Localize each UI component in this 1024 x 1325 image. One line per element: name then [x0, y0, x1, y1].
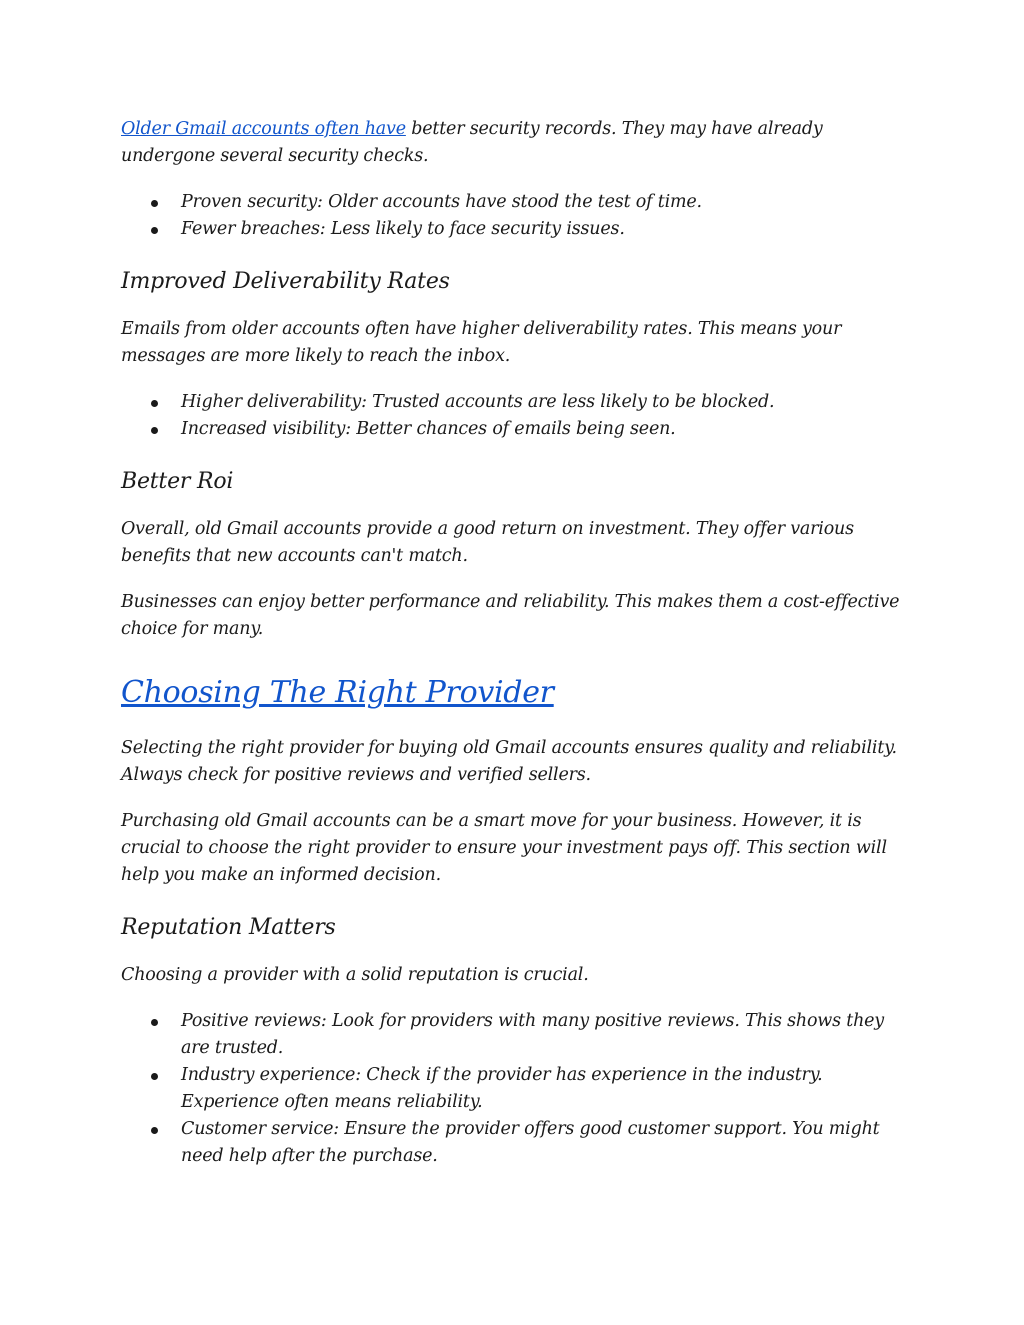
- roi-heading: Better Roi: [121, 469, 234, 494]
- list-item: Industry experience: Check if the provider has experience in the industry. Experience often means reliability.: [151, 1062, 911, 1116]
- bullet-icon: [151, 200, 158, 207]
- bullet-icon: [151, 1073, 158, 1080]
- deliverability-heading: Improved Deliverability Rates: [121, 269, 450, 294]
- reputation-paragraph: Choosing a provider with a solid reputation is crucial.: [121, 965, 589, 985]
- security-bullet-list: [151, 189, 911, 243]
- document-page: [121, 116, 911, 1170]
- deliverability-bullet-list: [151, 389, 911, 443]
- list-item: Higher deliverability: Trusted accounts are less likely to be blocked.: [151, 389, 911, 416]
- intro-paragraph: [121, 116, 911, 170]
- bullet-icon: [151, 1127, 158, 1134]
- provider-paragraph-2: Purchasing old Gmail accounts can be a smart move for your business. However, it is crucial to choose the right provider to ensure your investment pays off. This section will help you make an informed decision.: [121, 811, 887, 885]
- reputation-bullet-list: [151, 1008, 911, 1170]
- list-item: Customer service: Ensure the provider offers good customer support. You might need help after the purchase.: [151, 1116, 911, 1170]
- roi-paragraph-1: Overall, old Gmail accounts provide a good return on investment. They offer various benefits that new accounts can't match.: [121, 519, 854, 566]
- deliverability-paragraph: Emails from older accounts often have higher deliverability rates. This means your messages are more likely to reach the inbox.: [121, 319, 842, 366]
- provider-heading-link[interactable]: Choosing The Right Provider: [121, 675, 554, 710]
- bullet-icon: [151, 1019, 158, 1026]
- bullet-icon: [151, 400, 158, 407]
- list-item: Positive reviews: Look for providers with many positive reviews. This shows they are trusted.: [151, 1008, 911, 1062]
- list-item: Proven security: Older accounts have stood the test of time.: [151, 189, 911, 216]
- intro-text: better security records. They may have already undergone several security checks.: [121, 119, 823, 166]
- list-item: Fewer breaches: Less likely to face security issues.: [151, 216, 911, 243]
- roi-paragraph-2: Businesses can enjoy better performance and reliability. This makes them a cost-effective choice for many.: [121, 592, 900, 639]
- reputation-heading: Reputation Matters: [121, 915, 336, 940]
- bullet-icon: [151, 427, 158, 434]
- provider-heading: [121, 673, 911, 713]
- intro-link[interactable]: Older Gmail accounts often have: [121, 119, 406, 139]
- bullet-icon: [151, 227, 158, 234]
- list-item: Increased visibility: Better chances of emails being seen.: [151, 416, 911, 443]
- provider-paragraph-1: Selecting the right provider for buying old Gmail accounts ensures quality and reliability. Always check for positive reviews and verified sellers.: [121, 738, 897, 785]
